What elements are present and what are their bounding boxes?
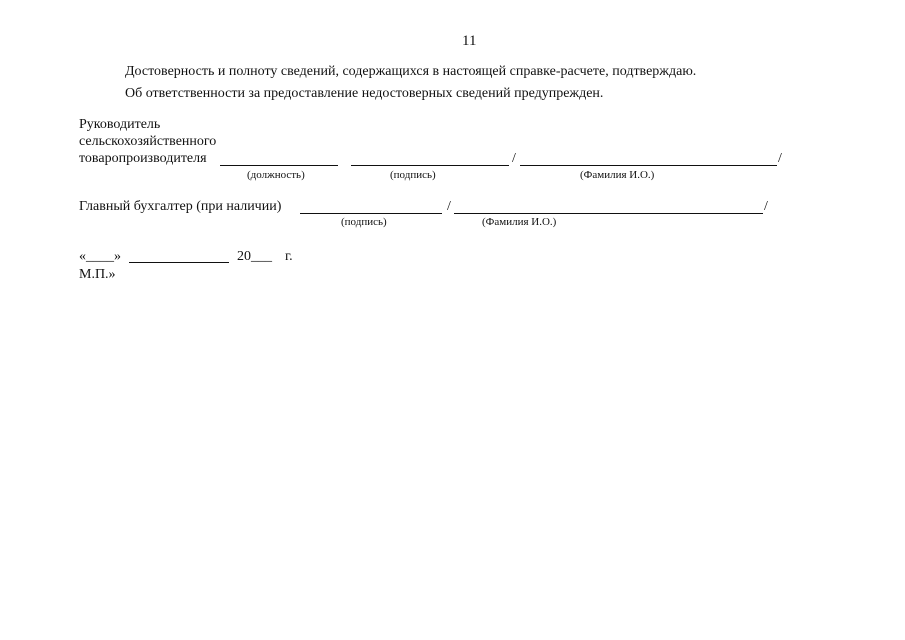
head-label-line-2: сельскохозяйственного [79,134,217,149]
head-label-line-3: товаропроизводителя [79,151,207,166]
accountant-signature-line [300,213,442,214]
head-name-line [520,165,777,166]
date-year-prefix: 20___ [237,249,272,264]
head-label-line-1: Руководитель [79,117,161,132]
date-day-field: «____» [79,249,121,264]
head-separator-slash: / [512,151,516,166]
accountant-caption-name: (Фамилия И.О.) [482,216,557,228]
head-position-line [220,165,338,166]
head-signature-line [351,165,509,166]
accountant-separator-slash: / [447,199,451,214]
accountant-end-slash: / [764,199,768,214]
date-year-suffix: г. [285,249,293,264]
head-caption-name: (Фамилия И.О.) [580,169,655,181]
head-end-slash: / [778,151,782,166]
head-caption-signature: (подпись) [390,169,436,181]
accountant-name-line [454,213,763,214]
head-caption-position: (должность) [247,169,305,181]
accountant-caption-signature: (подпись) [341,216,387,228]
stamp-label: М.П.» [79,267,116,282]
declaration-line-1: Достоверность и полноту сведений, содержащихся в настоящей справке-расчете, подтверждаю. [125,64,697,79]
page-number: 11 [462,33,477,49]
date-month-line [129,262,229,263]
declaration-line-2: Об ответственности за предоставление недостоверных сведений предупрежден. [125,86,604,101]
accountant-label: Главный бухгалтер (при наличии) [79,199,282,214]
